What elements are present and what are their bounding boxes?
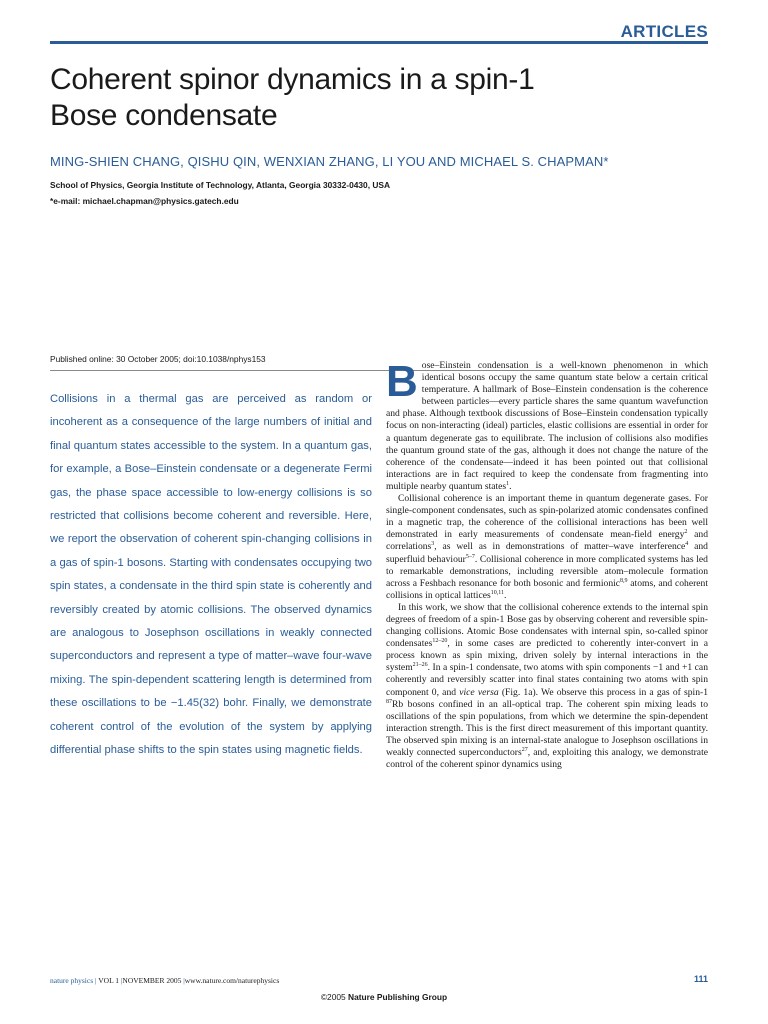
copyright-line bbox=[0, 992, 768, 1002]
body-paragraph-3: In this work, we show that the collisional coherence extends to the internal spin degrees of freedom of a spin-1 Bose gas by observing coherent and reversible spin-changing collisions. Atomic Bose condensates with internal spin, so-called spinor condensates$^{12-20}$, in some cases are predicted to coherently inter-convert in a process known as spin mixing, driven solely by internal interactions in the system$^{21-26}$. In a spin-1 condensate, two atoms with spin components −1 and +1 can coherently and reversibly scatter into final states containing two atoms with spin component 0, and vice versa (Fig. 1a). We observe this process in a gas of spin-1 $^{87}$Rb bosons confined in an all-optical trap. The coherent spin mixing leads to oscillations of the spin populations, from which we determine the spin-dependent interaction strength. This is the first direct measurement of this important quantity. The observed spin mixing is an internal-state analogue to Josephson oscillations in weakly connected superconductors$^{27}$, and, exploiting this analogy, we demonstrate control of the coherent spinor dynamics using bbox=[386, 601, 709, 771]
section-rule bbox=[50, 41, 708, 44]
copyright-year: ©2005 bbox=[320, 992, 349, 1002]
body-text-column bbox=[386, 357, 709, 771]
journal-name: nature physics bbox=[50, 976, 94, 985]
article-title bbox=[50, 62, 710, 134]
issue-month: NOVEMBER 2005 bbox=[122, 976, 184, 985]
page-footer: nature physics | VOL 1 |NOVEMBER 2005 |www.nature.com/naturephysics bbox=[50, 976, 280, 985]
journal-url[interactable]: www.nature.com/naturephysics bbox=[184, 976, 280, 985]
title-line-1: Coherent spinor dynamics in a spin-1 bbox=[50, 63, 535, 96]
body-paragraph-1: Bose–Einstein condensation is a well-known phenomenon in which identical bosons occupy the same quantum state below a certain critical temperature. A hallmark of Bose–Einstein condensation is the coherence between particles—every particle shares the same quantum wavefunction and phase. Although textbook discussions of Bose–Einstein condensation typically focus on non-interacting (ideal) particles, elastic collisions are essential in order for a quantum degenerate gas to equilibrate. The inclusion of collisions also modifies the quantum ground state of the gas, although it does not change the nature of the coherence of the condensate—indeed it has been pointed out that collisional interactions are in fact required to keep the condensate from fragmenting into multiple nearby quantum states$^1$. bbox=[386, 357, 708, 492]
corresponding-email[interactable]: *e-mail: michael.chapman@physics.gatech.edu bbox=[50, 196, 239, 206]
title-line-2: Bose condensate bbox=[50, 99, 278, 132]
affiliation: School of Physics, Georgia Institute of Technology, Atlanta, Georgia 30332-0430, USA bbox=[50, 180, 391, 190]
body-paragraph-2: Collisional coherence is an important theme in quantum degenerate gases. For single-component condensates, such as spin-polarized atomic condensates confined in a magnetic trap, the coherence of the collisional interactions has been well demonstrated in early measurements of condensate mean-field energy$^2$ and correlations$^3$, as well as in demonstrations of matter–wave interference$^4$ and superfluid behaviour$^{5-7}$. Collisional coherence in more complicated systems has led to remarkable demonstrations, including reversible atom–molecule formation across a Feshbach resonance for both bosonic and fermionic$^{8,9}$ atoms, and coherent collisions in optical lattices$^{10,11}$. bbox=[386, 493, 708, 601]
publisher-name: Nature Publishing Group bbox=[348, 992, 448, 1002]
author-list: MING-SHIEN CHANG, QISHU QIN, WENXIAN ZHANG, LI YOU AND MICHAEL S. CHAPMAN* bbox=[50, 154, 609, 169]
page-number: 111 bbox=[693, 974, 708, 984]
drop-cap: B bbox=[386, 357, 418, 406]
abstract: Collisions in a thermal gas are perceived as random or incoherent as a consequence of the large numbers of initial and final quantum states accessible to the system. In a quantum gas, for example, a Bose–Einstein condensate or a degenerate Fermi gas, the phase space accessible to low-energy collisions is so restricted that collisions become coherent and reversible. Here, we report the observation of coherent spin-changing collisions in a gas of spin-1 bosons. Starting with condensates occupying two spin states, a condensate in the third spin state is coherently and reversibly created by atomic collisions. The observed dynamics are analogous to Josephson oscillations in weakly connected superconductors and represent a type of matter–wave four-wave mixing. The spin-dependent scattering length is determined from these oscillations to be −1.45(32) bohr. Finally, we demonstrate coherent control of the evolution of the system by applying differential phase shifts to the spin states using magnetic fields. bbox=[50, 393, 372, 757]
section-label: ARTICLES bbox=[620, 22, 708, 41]
volume: VOL 1 bbox=[96, 976, 121, 985]
publication-info: Published online: 30 October 2005; doi:10.1038/nphys153 bbox=[50, 354, 266, 364]
